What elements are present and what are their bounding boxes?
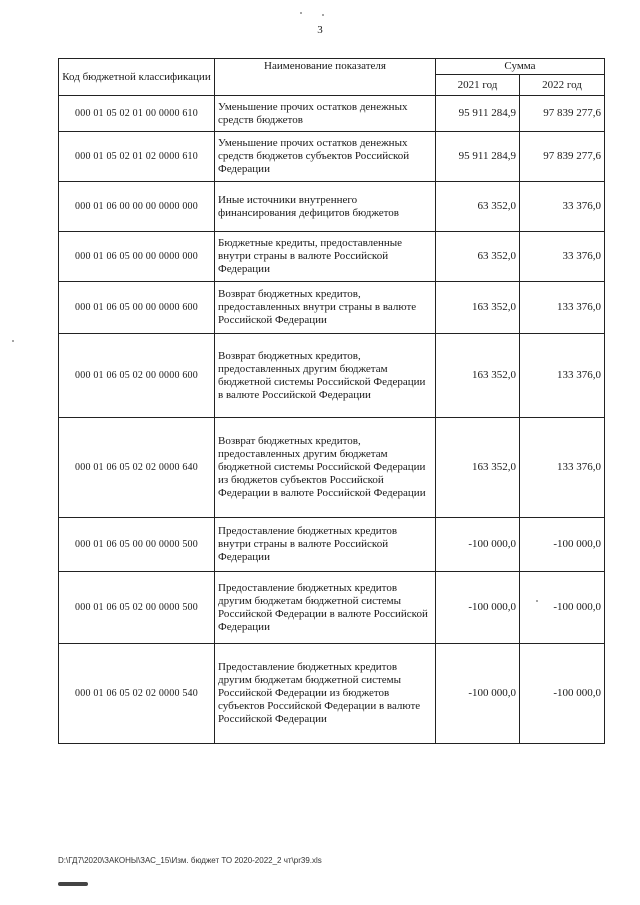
row-value-2021: 63 352,0 <box>436 182 520 232</box>
row-code: 000 01 06 05 02 00 0000 600 <box>59 334 215 418</box>
row-name: Уменьшение прочих остатков денежных средств бюджетов субъектов Российской Федерации <box>215 132 436 182</box>
page-number: 3 <box>317 24 323 36</box>
scan-speck <box>536 600 538 602</box>
row-name: Возврат бюджетных кредитов, предоставленных другим бюджетам бюджетной системы Российской Федерации в валюте Российской Федерации <box>215 334 436 418</box>
row-value-2021: -100 000,0 <box>436 644 520 744</box>
table-row <box>59 232 605 282</box>
table-row <box>59 96 605 132</box>
row-value-2021: 63 352,0 <box>436 232 520 282</box>
row-name: Предоставление бюджетных кредитов внутри страны в валюте Российской Федерации <box>215 518 436 572</box>
table-row <box>59 644 605 744</box>
row-code: 000 01 06 05 02 02 0000 540 <box>59 644 215 744</box>
row-value-2022: 33 376,0 <box>520 232 605 282</box>
row-value-2022: -100 000,0 <box>520 644 605 744</box>
row-value-2021: -100 000,0 <box>436 572 520 644</box>
row-name: Предоставление бюджетных кредитов другим бюджетам бюджетной системы Российской Федерации в валюте Российской Федерации <box>215 572 436 644</box>
row-value-2022: 33 376,0 <box>520 182 605 232</box>
row-value-2022: 133 376,0 <box>520 282 605 334</box>
row-value-2021: 163 352,0 <box>436 282 520 334</box>
header-year-2022: 2022 год <box>520 75 605 96</box>
table-row <box>59 572 605 644</box>
table-row <box>59 282 605 334</box>
table-row <box>59 132 605 182</box>
header-sum: Сумма <box>436 59 605 75</box>
row-value-2021: 163 352,0 <box>436 334 520 418</box>
row-code: 000 01 06 05 00 00 0000 000 <box>59 232 215 282</box>
header-code: Код бюджетной классификации <box>59 59 215 96</box>
row-name: Уменьшение прочих остатков денежных средств бюджетов <box>215 96 436 132</box>
row-name: Предоставление бюджетных кредитов другим бюджетам бюджетной системы Российской Федерации из бюджетов субъектов Российской Федерации в валюте Российской Федерации <box>215 644 436 744</box>
header-row-1 <box>59 59 605 75</box>
row-name: Бюджетные кредиты, предоставленные внутри страны в валюте Российской Федерации <box>215 232 436 282</box>
budget-table <box>58 58 605 744</box>
row-value-2022: -100 000,0 <box>520 518 605 572</box>
table-row <box>59 518 605 572</box>
row-code: 000 01 05 02 01 00 0000 610 <box>59 96 215 132</box>
table-row <box>59 418 605 518</box>
row-code: 000 01 06 05 00 00 0000 500 <box>59 518 215 572</box>
row-code: 000 01 06 00 00 00 0000 000 <box>59 182 215 232</box>
row-value-2022: 133 376,0 <box>520 334 605 418</box>
scan-speck <box>300 12 302 14</box>
row-value-2022: 133 376,0 <box>520 418 605 518</box>
row-name: Возврат бюджетных кредитов, предоставленных внутри страны в валюте Российской Федерации <box>215 282 436 334</box>
row-name: Возврат бюджетных кредитов, предоставленных другим бюджетам бюджетной системы Российской Федерации из бюджетов субъектов Российской Федерации в валюте Российской Федерации <box>215 418 436 518</box>
row-code: 000 01 06 05 02 00 0000 500 <box>59 572 215 644</box>
file-path-footer: D:\ГД7\2020\ЗАКОНЫ\ЗАС_15\Изм. бюджет ТО 2020-2022_2 чт\pr39.xls <box>58 856 322 865</box>
row-value-2021: -100 000,0 <box>436 518 520 572</box>
table-row <box>59 334 605 418</box>
row-code: 000 01 06 05 00 00 0000 600 <box>59 282 215 334</box>
table-row <box>59 182 605 232</box>
header-year-2021: 2021 год <box>436 75 520 96</box>
row-value-2021: 163 352,0 <box>436 418 520 518</box>
scan-mark <box>58 882 88 886</box>
row-code: 000 01 06 05 02 02 0000 640 <box>59 418 215 518</box>
scan-speck <box>12 340 14 342</box>
header-name: Наименование показателя <box>215 59 436 96</box>
row-value-2021: 95 911 284,9 <box>436 132 520 182</box>
row-value-2022: -100 000,0 <box>520 572 605 644</box>
row-name: Иные источники внутреннего финансирования дефицитов бюджетов <box>215 182 436 232</box>
row-value-2022: 97 839 277,6 <box>520 96 605 132</box>
row-value-2022: 97 839 277,6 <box>520 132 605 182</box>
row-code: 000 01 05 02 01 02 0000 610 <box>59 132 215 182</box>
scan-speck <box>322 14 324 16</box>
row-value-2021: 95 911 284,9 <box>436 96 520 132</box>
